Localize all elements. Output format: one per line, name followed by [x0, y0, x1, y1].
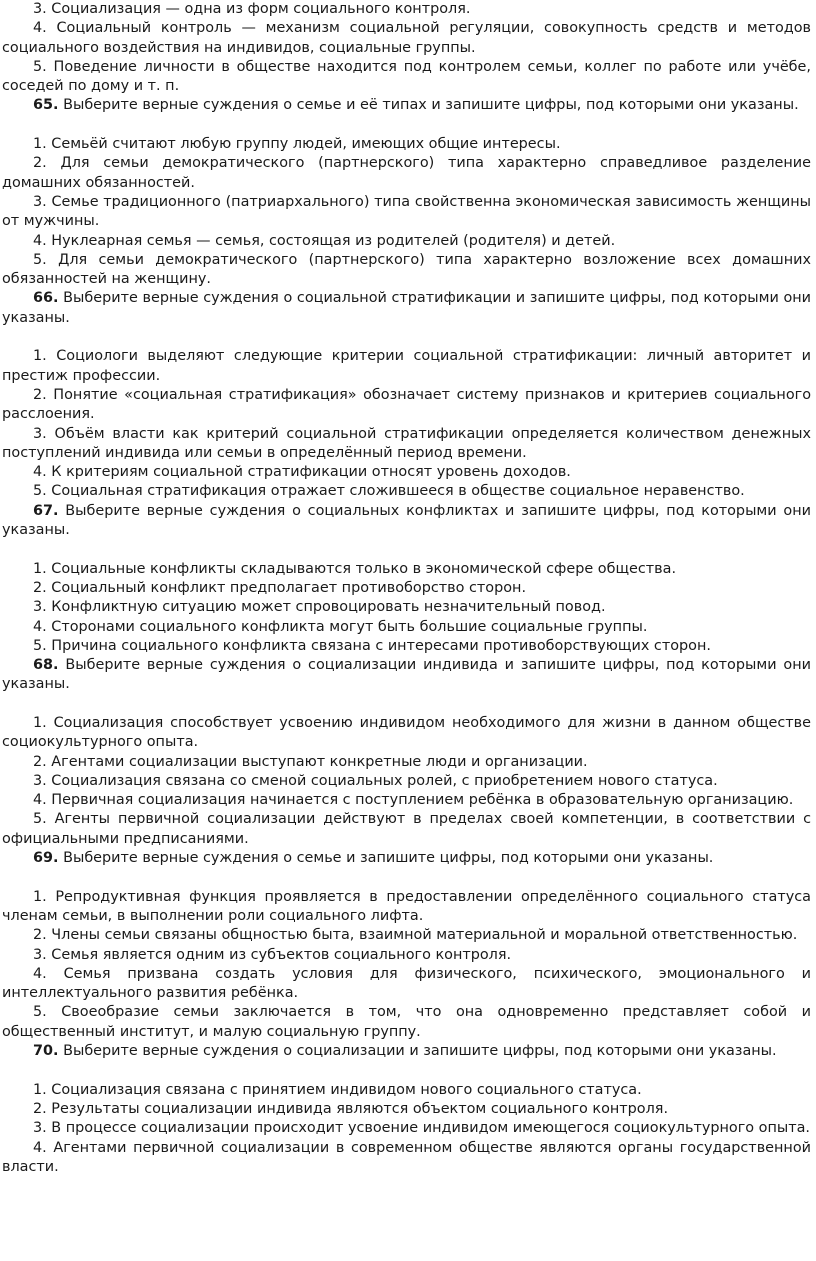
task-67: [2, 502, 811, 656]
statement: 5. Причина социального конфликта связана с интересами противоборствующих сторон.: [33, 637, 711, 654]
statement: 5. Поведение личности в обществе находится под контролем семьи, коллег по работе или учёбе, соседей по дому и т. п.: [2, 58, 811, 95]
task-number: 65.: [33, 97, 59, 114]
statement: 4. Агентами первичной социализации в современном обществе являются органы государственной власти.: [2, 1139, 811, 1175]
task-text: Выберите верные суждения о социальных конфликтах и запишите цифры, под которыми они указаны.: [2, 502, 811, 539]
statement: 3. Конфликтную ситуацию может спровоцировать незначительный повод.: [33, 599, 606, 616]
task-prompt: [2, 849, 811, 868]
statement: 4. Социальный контроль — механизм социальной регуляции, совокупность средств и методов социального воздействия на индивидов, социальные группы.: [2, 20, 811, 56]
statement: 3. Социализация связана со сменой социальных ролей, с приобретением нового статуса.: [33, 772, 718, 789]
task-66: [2, 289, 811, 501]
statement: 2. Члены семьи связаны общностью быта, взаимной материальной и моральной ответственностью.: [33, 927, 798, 944]
statement: 4. Нуклеарная семья — семья, состоящая из родителей (родителя) и детей.: [33, 232, 616, 249]
statement: 4. Первичная социализация начинается с поступлением ребёнка в образовательную организацию.: [33, 792, 794, 809]
statement: 2. Социальный конфликт предполагает противоборство сторон.: [33, 579, 527, 596]
task-prompt: [2, 656, 811, 695]
statement: 5. Своеобразие семьи заключается в том, что она одновременно представляет собой и общественный институт, и малую социальную группу.: [2, 1004, 811, 1040]
statement: 1. Социализация связана с принятием индивидом нового социального статуса.: [33, 1081, 642, 1098]
task-65: [2, 96, 811, 289]
statement: 5. Агенты первичной социализации действуют в пределах своей компетенции, в соответствии с официальными предписаниями.: [2, 811, 811, 847]
statement: 4. К критериям социальной стратификации относят уровень доходов.: [33, 464, 571, 481]
statement: 3. Семье традиционного (патриархального) типа свойственна экономическая зависимость женщины от мужчины.: [2, 193, 811, 230]
task-number: 66.: [33, 290, 59, 307]
task-number: 69.: [33, 850, 59, 867]
statement: 2. Агентами социализации выступают конкретные люди и организации.: [33, 753, 588, 770]
statement: 5. Социальная стратификация отражает сложившееся в обществе социальное неравенство.: [33, 483, 745, 500]
task-number: 67.: [33, 502, 59, 519]
task-69: [2, 849, 811, 1042]
task-text: Выберите верные суждения о социализации индивида и запишите цифры, под которыми они указаны.: [2, 657, 811, 693]
task-text: Выберите верные суждения о социализации и запишите цифры, под которыми они указаны.: [63, 1043, 777, 1060]
statement: 2. Для семьи демократического (партнерского) типа характерно справедливое разделение домашних обязанностей.: [2, 155, 811, 191]
task-70: [2, 1042, 811, 1177]
statement: 2. Понятие «социальная стратификация» обозначает систему признаков и критериев социального расслоения.: [2, 386, 811, 423]
statement: 2. Результаты социализации индивида являются объектом социального контроля.: [33, 1100, 669, 1117]
task-prompt: [2, 1042, 811, 1061]
statement: 3. В процессе социализации происходит усвоение индивидом имеющегося социокультурного опыта.: [33, 1120, 810, 1137]
spacer: [2, 868, 811, 887]
statement: 1. Репродуктивная функция проявляется в предоставлении определённого социального статуса членам семьи, в выполнении роли социального лифта.: [2, 888, 811, 924]
task-text: Выберите верные суждения о семье и запишите цифры, под которыми они указаны.: [63, 850, 714, 867]
spacer: [2, 116, 811, 135]
spacer: [2, 328, 811, 347]
task-number: 70.: [33, 1043, 59, 1060]
statement: 1. Социальные конфликты складываются только в экономической сфере общества.: [33, 560, 677, 577]
statement: 1. Социологи выделяют следующие критерии социальной стратификации: личный авторитет и престиж профессии.: [2, 348, 811, 384]
statement: 5. Для семьи демократического (партнерского) типа характерно возложение всех домашних обязанностей на женщину.: [2, 251, 811, 288]
statement: 4. Сторонами социального конфликта могут быть большие социальные группы.: [33, 618, 648, 635]
spacer: [2, 1061, 811, 1080]
task-text: Выберите верные суждения о семье и её типах и запишите цифры, под которыми они указаны.: [63, 97, 799, 114]
statement: 3. Семья является одним из субъектов социального контроля.: [33, 946, 512, 963]
task-prompt: [2, 289, 811, 328]
task-text: Выберите верные суждения о социальной стратификации и запишите цифры, под которыми они указаны.: [2, 290, 812, 326]
task-prompt: [2, 502, 811, 541]
lead-items: [2, 0, 811, 96]
statement: 1. Семьёй считают любую группу людей, имеющих общие интересы.: [33, 136, 561, 153]
spacer: [2, 695, 811, 714]
statement: 4. Семья призвана создать условия для физического, психического, эмоционального и интеллектуального развития ребёнка.: [2, 965, 811, 1002]
spacer: [2, 540, 811, 559]
statement: 3. Социализация — одна из форм социального контроля.: [33, 1, 471, 17]
statement: 3. Объём власти как критерий социальной стратификации определяется количеством денежных поступлений индивида или семьи в определённый период времени.: [2, 425, 811, 461]
task-prompt: [2, 96, 811, 115]
statement: 1. Социализация способствует усвоению индивидом необходимого для жизни в данном обществе социокультурного опыта.: [2, 714, 811, 751]
task-number: 68.: [33, 657, 59, 674]
task-68: [2, 656, 811, 849]
